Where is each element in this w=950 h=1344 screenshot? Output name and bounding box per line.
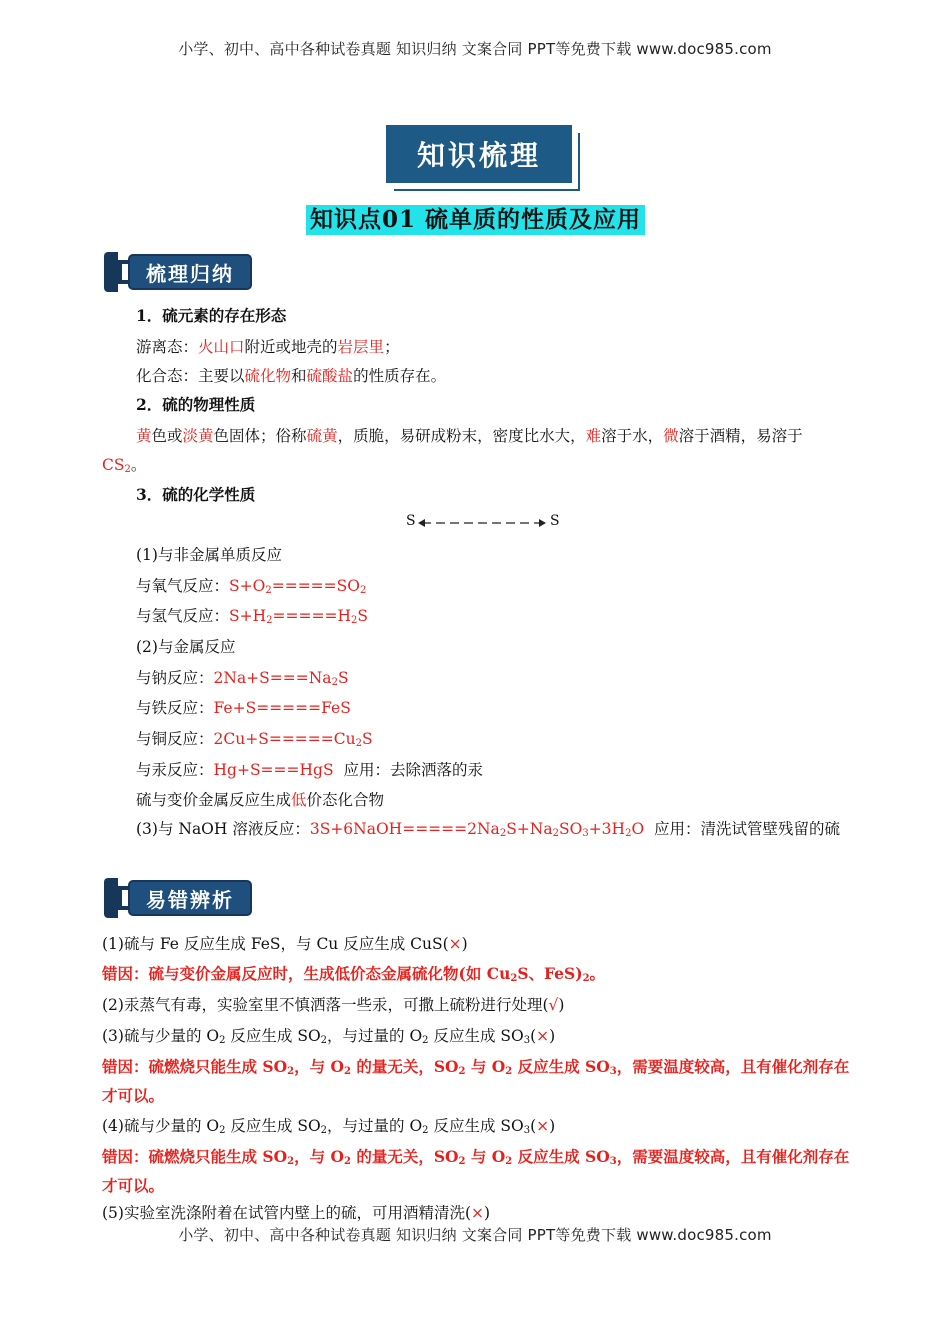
subscript: 2 xyxy=(287,1156,295,1167)
subscript: 2 xyxy=(505,1066,513,1077)
text: ) xyxy=(549,1027,556,1045)
text: 与汞反应： xyxy=(136,761,214,779)
text: 。 xyxy=(130,456,147,474)
check-mark: √ xyxy=(548,996,559,1014)
subscript: 2 xyxy=(331,677,338,688)
text: 反应生成 SO xyxy=(512,1057,610,1076)
subscript: 3 xyxy=(609,1156,617,1167)
subscript: 2 xyxy=(266,615,273,626)
text: (1)硫与 Fe 反应生成 FeS，与 Cu 反应生成 CuS( xyxy=(102,935,449,953)
text: 应用：去除洒落的汞 xyxy=(333,761,483,779)
badge-label: 梳理归纳 xyxy=(128,254,252,290)
text: 与钠反应： xyxy=(136,669,214,687)
equation: S+O xyxy=(229,577,266,595)
double-arrow-icon xyxy=(418,515,546,531)
heading-existence: 1．硫元素的存在形态 xyxy=(136,306,287,325)
subscript: 2 xyxy=(458,1066,466,1077)
reason-4 xyxy=(102,1145,849,1167)
text: ，需要温度较高，且有催化剂存在 xyxy=(616,1057,850,1076)
subscript: 2 xyxy=(343,1156,351,1167)
text: ( xyxy=(530,1027,537,1045)
badge-bar xyxy=(104,878,118,918)
text: 价态化合物 xyxy=(306,791,385,809)
subscript: 2 xyxy=(320,1125,328,1136)
text: (4)硫与少量的 O xyxy=(102,1117,220,1135)
item-4 xyxy=(102,1114,555,1136)
highlight: 岩层里 xyxy=(337,338,385,356)
text: 游离态： xyxy=(136,338,199,356)
text: 反应生成 SO xyxy=(428,1027,524,1045)
text: 反应生成 SO xyxy=(225,1027,321,1045)
reaction-mercury xyxy=(136,758,483,780)
section-badge-summary xyxy=(104,252,254,292)
highlight: 黄 xyxy=(136,427,152,445)
text: 溶于酒精，易溶于 xyxy=(678,427,803,445)
subscript: 2 xyxy=(355,738,362,749)
reason-3 xyxy=(102,1055,849,1077)
reaction-oxygen xyxy=(136,574,366,596)
text: ( xyxy=(530,1117,537,1135)
equation: =====H xyxy=(272,607,351,625)
badge-bracket xyxy=(118,886,128,910)
subheading-metal: (2)与金属反应 xyxy=(136,638,236,656)
text: (3)与 NaOH 溶液反应： xyxy=(136,820,310,838)
subscript: 2 xyxy=(350,615,358,626)
reaction-naoh xyxy=(136,817,840,839)
text: 错因：硫燃烧只能生成 SO xyxy=(102,1057,288,1076)
subscript: 3 xyxy=(523,1035,531,1046)
text: ) xyxy=(558,996,565,1014)
equation: 2Na+S===Na xyxy=(213,669,332,687)
text: 色固体；俗称 xyxy=(213,427,307,445)
equation: SO xyxy=(558,820,583,838)
text: (5)实验室洗涤附着在试管内壁上的硫，可用酒精清洗( xyxy=(102,1204,472,1222)
subscript: 2 xyxy=(422,1125,429,1136)
text: 与铁反应： xyxy=(136,699,214,717)
highlight: 低 xyxy=(291,791,307,809)
subscript: 2 xyxy=(265,585,272,596)
text: 反应生成 SO xyxy=(512,1147,610,1166)
reason-1 xyxy=(102,962,605,984)
highlight: CS xyxy=(102,456,125,474)
text: 错因：硫燃烧只能生成 SO xyxy=(102,1147,288,1166)
text: 的量无关，SO xyxy=(350,1057,459,1076)
subscript: 2 xyxy=(499,828,507,839)
reaction-sodium xyxy=(136,666,349,688)
equation: O xyxy=(631,820,645,838)
text: 反应生成 SO xyxy=(428,1117,524,1135)
text: 与氢气反应： xyxy=(136,607,230,625)
equation: 3S+6NaOH=====2Na xyxy=(309,820,500,838)
badge-bar xyxy=(104,252,118,292)
arrow-right-label: S xyxy=(550,513,560,529)
item-3 xyxy=(102,1024,555,1046)
equation: 2Cu+S=====Cu xyxy=(213,730,356,748)
reaction-copper xyxy=(136,727,373,749)
arrow-left-label: S xyxy=(406,513,416,529)
subscript: 2 xyxy=(422,1035,429,1046)
free-state-line xyxy=(136,335,400,357)
equation: +3H xyxy=(588,820,626,838)
text: 溶于水， xyxy=(601,427,664,445)
text: ，质脆，易研成粉末，密度比水大， xyxy=(337,427,586,445)
equation: =====SO xyxy=(271,577,360,595)
subscript: 2 xyxy=(320,1035,328,1046)
cross-mark: × xyxy=(471,1204,485,1222)
text: 化合态：主要以 xyxy=(136,367,245,385)
text: (3)硫与少量的 O xyxy=(102,1027,220,1045)
subscript: 2 xyxy=(505,1156,513,1167)
text: 应用：清洗试管壁残留的硫 xyxy=(644,820,841,838)
highlight: 淡黄 xyxy=(182,427,214,445)
subscript: 2 xyxy=(287,1066,295,1077)
reaction-hydrogen xyxy=(136,604,368,626)
subscript: 2 xyxy=(510,973,518,984)
text: ) xyxy=(484,1204,491,1222)
highlight: 硫化物 xyxy=(244,367,292,385)
text: (2)汞蒸气有毒，实验室里不慎洒落一些汞，可撒上硫粉进行处理( xyxy=(102,996,549,1014)
text: ，与过量的 O xyxy=(327,1117,423,1135)
text: ) xyxy=(461,935,468,953)
text: 色或 xyxy=(151,427,183,445)
reaction-iron xyxy=(136,696,351,718)
item-5 xyxy=(102,1201,490,1223)
low-valence-note xyxy=(136,788,384,810)
subscript: 3 xyxy=(609,1066,617,1077)
text: ，与 O xyxy=(294,1147,344,1166)
heading-chemical: 3．硫的化学性质 xyxy=(136,485,256,504)
text: ) xyxy=(549,1117,556,1135)
highlight: 微 xyxy=(663,427,679,445)
text: ； xyxy=(384,338,400,356)
badge-bracket xyxy=(118,260,128,284)
combined-state-line xyxy=(136,364,446,386)
text: 的性质存在。 xyxy=(353,367,447,385)
text: 与铜反应： xyxy=(136,730,214,748)
cross-mark: × xyxy=(536,1027,550,1045)
equation: Fe+S=====FeS xyxy=(213,699,351,717)
subscript: 2 xyxy=(343,1066,351,1077)
highlight: 硫酸盐 xyxy=(306,367,354,385)
subscript: 2 xyxy=(582,973,590,984)
item-2 xyxy=(102,993,564,1015)
section-badge-mistakes xyxy=(104,878,254,918)
page-footer: 小学、初中、高中各种试卷真题 知识归纳 文案合同 PPT等免费下载 www.doc985.com xyxy=(178,1226,772,1244)
page-title: 知识梳理 xyxy=(386,125,572,183)
subscript: 2 xyxy=(359,585,367,596)
subscript: 2 xyxy=(219,1125,226,1136)
valence-arrow-diagram xyxy=(406,513,560,533)
cross-mark: × xyxy=(536,1117,550,1135)
heading-physical: 2．硫的物理性质 xyxy=(136,395,256,414)
badge-label: 易错辨析 xyxy=(128,880,252,916)
text: 和 xyxy=(291,367,307,385)
text: S、FeS) xyxy=(517,964,583,983)
subscript: 2 xyxy=(625,828,632,839)
highlight: 火山口 xyxy=(198,338,245,356)
equation: S+Na xyxy=(506,820,553,838)
topic-heading: 知识点01 硫单质的性质及应用 xyxy=(306,205,645,235)
subscript: 3 xyxy=(523,1125,531,1136)
subscript: 2 xyxy=(219,1035,226,1046)
physical-props-line xyxy=(136,424,803,446)
text: ，与 O xyxy=(294,1057,344,1076)
subscript: 2 xyxy=(458,1156,466,1167)
page-header: 小学、初中、高中各种试卷真题 知识归纳 文案合同 PPT等免费下载 www.doc985.com xyxy=(178,40,772,58)
equation: Hg+S===HgS xyxy=(213,761,334,779)
physical-props-line2 xyxy=(102,453,146,475)
highlight: 难 xyxy=(585,427,602,445)
text: 与氧气反应： xyxy=(136,577,230,595)
text: 与 O xyxy=(465,1057,506,1076)
cross-mark: × xyxy=(448,935,462,953)
subscript: 2 xyxy=(124,464,131,475)
equation: S+H xyxy=(229,607,267,625)
subscript: 3 xyxy=(582,828,589,839)
text: 。 xyxy=(589,964,606,983)
highlight: 硫黄 xyxy=(306,427,338,445)
equation: S xyxy=(337,669,349,687)
text: 附近或地壳的 xyxy=(244,338,338,356)
text: 的量无关，SO xyxy=(350,1147,459,1166)
text: 错因：硫与变价金属反应时，生成低价态金属硫化物(如 Cu xyxy=(102,964,511,983)
text: 硫与变价金属反应生成 xyxy=(136,791,292,809)
reason-4-line2: 才可以。 xyxy=(102,1176,165,1195)
text: 与 O xyxy=(465,1147,506,1166)
reason-3-line2: 才可以。 xyxy=(102,1086,165,1105)
text: ，需要温度较高，且有催化剂存在 xyxy=(616,1147,850,1166)
text: ，与过量的 O xyxy=(327,1027,423,1045)
equation: S xyxy=(361,730,373,748)
subheading-nonmetal: (1)与非金属单质反应 xyxy=(136,546,282,564)
text: 反应生成 SO xyxy=(225,1117,321,1135)
item-1 xyxy=(102,932,468,954)
equation: S xyxy=(357,607,368,625)
subscript: 2 xyxy=(552,828,559,839)
